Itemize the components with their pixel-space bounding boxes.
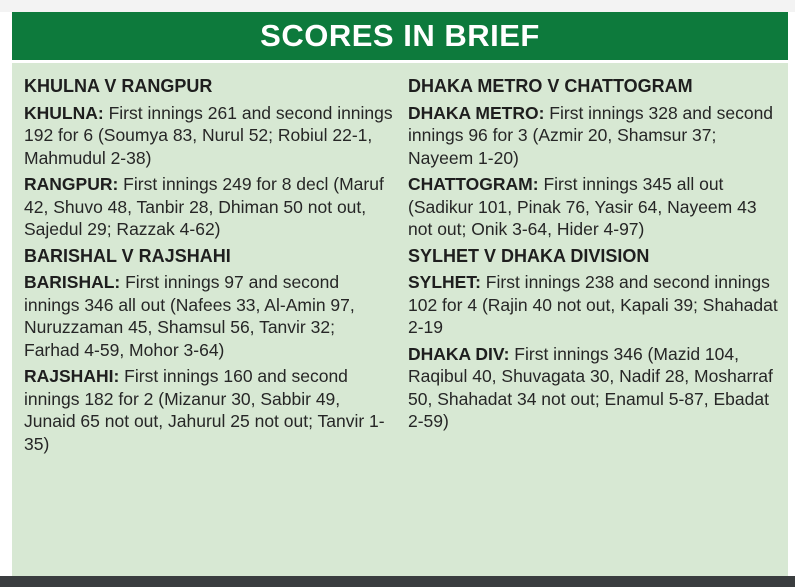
innings-text: First innings 261 and second innings 192 for 6 (Soumya 83, Nurul 52; Robiul 22-1, Mahmudul 2-38): [24, 102, 393, 168]
top-strip: [0, 0, 795, 12]
innings-text: First innings 97 and second innings 346 all out (Nafees 33, Al-Amin 97, Nuruzzaman 45, Shamsul 56, Tanvir 32; Farhad 4-59, Mohor 3-64): [24, 272, 355, 360]
team-name: RAJSHAHI:: [24, 366, 120, 386]
match-dhaka-metro-chattogram: [408, 75, 780, 241]
match-title: BARISHAL V RAJSHAHI: [24, 245, 231, 266]
innings-text: First innings 160 and second innings 182 for 2 (Mizanur 30, Sabbir 49, Junaid 65 not out, Jahurul 25 not out; Tanvir 1-35): [24, 366, 385, 454]
team-name: KHULNA:: [24, 102, 104, 123]
team-name: CHATTOGRAM:: [408, 174, 539, 194]
match-title: DHAKA METRO V CHATTOGRAM: [408, 76, 693, 96]
match-sylhet-dhaka-division: [408, 245, 780, 433]
innings-entry-barishal: [24, 271, 394, 361]
innings-text: First innings 346 (Mazid 104, Raqibul 40, Shuvagata 30, Nadif 28, Mosharraf 50, Shahadat 34 not out; Enamul 5-87, Ebadat 2-59): [408, 343, 773, 431]
scores-header: SCORES IN BRIEF: [12, 12, 788, 60]
innings-entry-rangpur: [24, 173, 394, 241]
innings-entry-chattogram: [408, 173, 780, 241]
innings-entry-rajshahi: [24, 365, 394, 455]
innings-text: First innings 238 and second innings 102 for 4 (Rajin 40 not out, Kapali 39; Shahadat 2-19: [408, 272, 778, 337]
match-title: KHULNA V RANGPUR: [24, 76, 213, 96]
innings-text: First innings 249 for 8 decl (Maruf 42, Shuvo 48, Tanbir 28, Dhiman 50 not out, Sajedul 29; Razzak 4-62): [24, 174, 384, 239]
innings-entry-dhaka-div: [408, 343, 780, 433]
match-khulna-rangpur: [24, 75, 394, 241]
match-barishal-rajshahi: [24, 245, 394, 456]
left-column: [24, 75, 394, 459]
team-name: DHAKA METRO:: [408, 102, 545, 123]
innings-text: First innings 345 all out (Sadikur 101, Pinak 76, Yasir 64, Nayeem 43 not out; Onik 3-64, Hider 4-97): [408, 174, 757, 239]
team-name: BARISHAL:: [24, 272, 121, 292]
innings-text: First innings 328 and second innings 96 for 3 (Azmir 20, Shamsur 37; Nayeem 1-20): [408, 102, 774, 168]
innings-entry-dhaka-metro: [408, 102, 780, 170]
innings-entry-khulna: [24, 102, 394, 170]
team-name: RANGPUR:: [24, 174, 119, 194]
right-column: [408, 75, 780, 437]
match-title: SYLHET V DHAKA DIVISION: [408, 245, 650, 266]
team-name: DHAKA DIV:: [408, 343, 510, 364]
scores-panel: [12, 63, 788, 576]
bottom-bar: [0, 576, 795, 587]
innings-entry-sylhet: [408, 271, 780, 339]
team-name: SYLHET:: [408, 272, 481, 292]
